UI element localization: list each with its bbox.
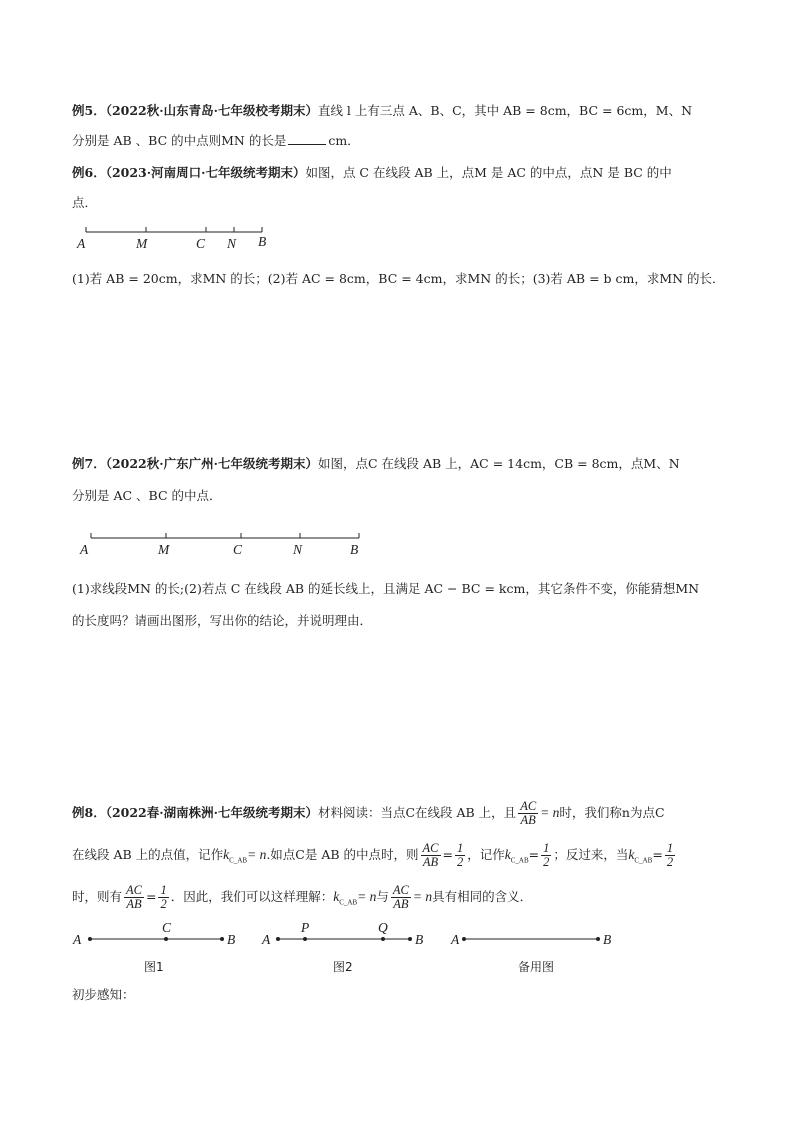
fraction-ac-ab: $\frac{AC}{AB}$ — [126, 883, 142, 911]
ex6-text1: 如图，点 C 在线段 AB 上，点M 是 AC 的中点，点N 是 BC 的中 — [305, 165, 672, 180]
ex6-label-a: A — [77, 236, 86, 251]
ex6-source: （2023·河南周口·七年级统考期末） — [105, 165, 306, 180]
ex7-label-n: N — [293, 542, 303, 557]
fig2-label-b: B — [415, 932, 424, 947]
ex8-line1: 例8．（2022春·湖南株洲·七年级统考期末）材料阅读：当点C在线段 AB 上，且 $\frac{AC}{AB}$ = n时，我们称n为点C — [72, 799, 665, 827]
ex7-line2: 分别是 AC 、BC 的中点． — [72, 488, 222, 503]
fig3-label-b: B — [603, 932, 612, 947]
ex8-source: （2022春·湖南株洲·七年级统考期末） — [105, 805, 318, 820]
fig2-label-p: P — [301, 920, 310, 935]
k-notation: $k_{C\_AB}$ — [504, 847, 529, 865]
ex6-question: (1)若 AB = 20cm，求MN 的长；(2)若 AC = 8cm，BC = 4cm，求MN 的长；(3)若 AB = b cm，求MN 的长． — [72, 271, 725, 286]
fig2-label-q: Q — [378, 920, 388, 935]
fraction-ac-ab: $\frac{AC}{AB}$ — [422, 841, 439, 869]
ex5-text1: 直线 l 上有三点 A、B、C，其中 AB = 8cm，BC = 6cm，M、N — [317, 103, 693, 118]
ex7-segment-figure — [91, 533, 359, 538]
ex6-label-c: C — [196, 236, 206, 251]
ex7-question-1: (1)求线段MN 的长;(2)若点 C 在线段 AB 的延长线上，且满足 AC − BC = kcm，其它条件不变，你能猜想MN — [72, 581, 700, 596]
spare-figure-caption: 备用图 — [518, 960, 555, 974]
ex8-figure-2 — [276, 937, 412, 941]
ex8-label: 例8． — [72, 805, 106, 820]
fraction-half: $\frac{1}{2}$ — [666, 841, 674, 869]
ex5-text2: 分别是 AB 、BC 的中点则MN 的长是 — [72, 133, 287, 148]
ex8-line2: 在线段 AB 上的点值，记作$k_{C\_AB}= n$.如点C是 AB 的中点时，则 $\frac{AC}{AB}$ = $\frac{1}{2}$ ，记作$k_{C\_AB}=$ $\frac{1}{2}$ ；反过来，当$k_{C\_AB}=$ $\frac{1}{2}$ — [72, 841, 674, 869]
fraction-half: $\frac{1}{2}$ — [543, 841, 550, 869]
ex8-figure-1 — [88, 937, 224, 941]
k-notation: $k_{C\_AB}$ — [628, 847, 653, 865]
ex7-label-b: B — [350, 542, 359, 557]
fig2-label-a: A — [262, 932, 271, 947]
fraction-half: $\frac{1}{2}$ — [160, 883, 167, 911]
ex6-segment-figure — [86, 227, 262, 232]
fig1-caption: 图1 — [144, 960, 164, 974]
ex5-source: （2022秋·山东青岛·七年级校考期末） — [105, 103, 318, 118]
ex6-label: 例6． — [72, 165, 106, 180]
ex7-label: 例7． — [72, 456, 106, 471]
fig1-label-c: C — [162, 920, 172, 935]
fraction-ac-ab: $\frac{AC}{AB}$ — [520, 799, 537, 827]
k-notation: $k_{C\_AB}$ — [223, 847, 248, 865]
ex7-label-m: M — [158, 542, 170, 557]
fig1-label-a: A — [73, 932, 82, 947]
ex6-label-n: N — [227, 236, 237, 251]
fig2-caption: 图2 — [333, 960, 353, 974]
ex7-label-a: A — [80, 542, 89, 557]
ex8-tail: 初步感知： — [72, 987, 135, 1002]
ex7-text1: 如图，点C 在线段 AB 上，AC = 14cm，CB = 8cm，点M、N — [317, 456, 680, 471]
ex6-line2: 点． — [72, 195, 98, 210]
ex6-label-m: M — [136, 236, 148, 251]
ex8-spare-figure — [462, 937, 600, 941]
k-notation: $k_{C\_AB}$ — [333, 889, 358, 907]
fig1-label-b: B — [227, 932, 236, 947]
ex8-line3: 时，则有 $\frac{AC}{AB}$ = $\frac{1}{2}$ ．因此，我们可以这样理解：$k_{C\_AB}= n$与 $\frac{AC}{AB}$ = n具有相同的含义． — [72, 883, 533, 911]
ex8-text1b: 时，我们称n为点C — [559, 805, 665, 820]
ex5-unit: cm． — [328, 133, 360, 148]
fig3-label-a: A — [451, 932, 460, 947]
ex7-label-c: C — [233, 542, 243, 557]
fraction-ac-ab: $\frac{AC}{AB}$ — [392, 883, 409, 911]
ex5-label: 例5． — [72, 103, 106, 118]
ex7-source: （2022秋·广东广州·七年级统考期末） — [105, 456, 318, 471]
ex8-text1a: 材料阅读：当点C在线段 AB 上，且 — [317, 805, 517, 820]
ex6-label-b: B — [258, 234, 267, 249]
ex7-question-2: 的长度吗？请画出图形，写出你的结论，并说明理由． — [72, 613, 373, 628]
fraction-half: $\frac{1}{2}$ — [457, 841, 464, 869]
